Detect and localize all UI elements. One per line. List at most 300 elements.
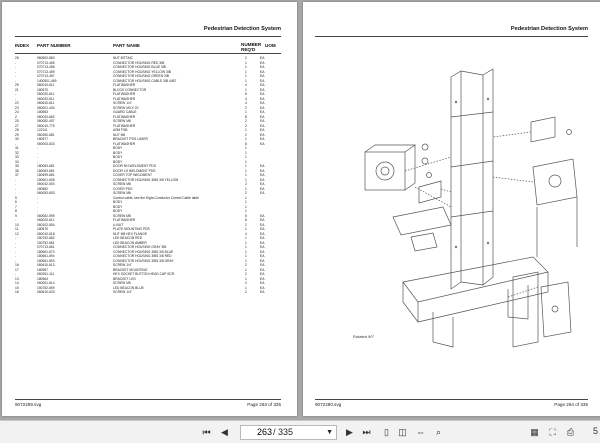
row-part-name: GUARD CABLE xyxy=(113,110,137,114)
mounting-bracket xyxy=(541,282,571,337)
row-index: 23 xyxy=(15,105,19,110)
row-part-name: U-NUT xyxy=(113,222,124,227)
row-uom: EA xyxy=(260,114,265,119)
row-part-number: 060042-504 xyxy=(37,182,55,186)
row-qty: 2 xyxy=(245,132,247,137)
base-plate xyxy=(403,257,548,302)
row-part-name: SCREW M5 xyxy=(113,281,131,285)
row-index: 5 xyxy=(15,195,17,200)
row-uom: EA xyxy=(260,123,265,128)
row-part-name: NUT M8 HEX FLANGE xyxy=(113,231,148,236)
row-part-name: BRACKET PDS LASER xyxy=(113,137,148,141)
row-part-number: 180063-681 xyxy=(37,164,55,168)
row-part-number: 060020-611 xyxy=(37,92,55,96)
row-part-name: SCREW 1/4" xyxy=(113,290,132,294)
row-part-name: CONNECTOR HOUSING 3IB5 3/8 YELLOW xyxy=(113,177,179,182)
row-qty: 2 xyxy=(245,272,247,276)
row-part-number: 180570 xyxy=(37,227,49,231)
row-part-name: NUT BITTAIC xyxy=(113,56,134,60)
row-uom: EA xyxy=(260,87,265,92)
row-index: 14 xyxy=(15,281,19,285)
row-part-number: 150752-659 xyxy=(37,285,55,290)
row-qty: 1 xyxy=(245,195,247,200)
row-qty: 1 xyxy=(245,164,247,168)
row-index: 29 xyxy=(15,132,19,137)
row-qty: 4 xyxy=(245,231,247,236)
row-index: - xyxy=(15,96,17,101)
row-index: - xyxy=(15,60,17,65)
row-qty: 1 xyxy=(245,209,247,213)
row-uom: EA xyxy=(260,254,265,258)
thumbnail-grid-icon[interactable]: ▦ xyxy=(530,427,539,437)
two-page-view-icon[interactable]: ◫ xyxy=(398,427,407,437)
row-index: - xyxy=(15,191,17,195)
row-part-number: - xyxy=(37,155,39,159)
footer-page-number: Page 264 of 335 xyxy=(554,402,588,407)
row-uom: EA xyxy=(260,60,265,65)
row-index: 10 xyxy=(15,222,19,227)
next-page-icon[interactable]: ▶ xyxy=(346,427,353,437)
row-uom: EA xyxy=(260,182,265,186)
row-uom: EA xyxy=(260,83,265,87)
row-qty: 1 xyxy=(245,177,247,182)
row-part-name: SCREW M8 xyxy=(113,191,131,195)
row-index: 34 xyxy=(15,159,19,164)
row-qty: 2 xyxy=(245,182,247,186)
row-uom: EA xyxy=(260,56,265,60)
row-index: 21 xyxy=(15,87,19,92)
row-part-name: LED BEACON AMBER xyxy=(113,240,147,245)
row-part-number: 070713-661 xyxy=(37,245,55,249)
row-qty: 1 xyxy=(245,249,247,254)
row-part-number: 060010-611 xyxy=(37,83,55,87)
row-part-name: CONNECTOR HOUSING RED 3IB xyxy=(113,60,165,65)
row-index: - xyxy=(15,236,17,240)
mast-rail-right xyxy=(483,69,493,285)
row-qty: 2 xyxy=(245,290,247,294)
row-part-name: HEX SOCKET BUTTON HEAD CAP SCR xyxy=(113,272,175,276)
row-uom: EA xyxy=(260,177,265,182)
row-part-number: 180562 xyxy=(37,186,49,191)
row-qty: 8 xyxy=(245,213,247,218)
row-part-name: SCREW 1/4" xyxy=(113,101,132,105)
row-part-number: 180563 xyxy=(37,110,49,114)
row-index: - xyxy=(15,182,17,186)
row-index: - xyxy=(15,240,17,245)
row-part-name: BRACKET LED xyxy=(113,276,136,281)
row-part-number: 060020-611 xyxy=(37,218,55,222)
row-index: - xyxy=(15,92,17,96)
page-header: Pedestrian Detection System xyxy=(203,26,281,32)
row-part-name: FLATWASHER xyxy=(113,123,136,128)
row-qty: 1 xyxy=(245,258,247,263)
guard-plate xyxy=(393,207,451,235)
row-index: 12 xyxy=(15,231,19,236)
mast-rail-left xyxy=(451,71,461,289)
row-uom: EA xyxy=(260,227,265,231)
row-part-number: 060001-434 xyxy=(37,105,55,110)
row-part-number: 960500-860 xyxy=(37,56,55,60)
row-uom: EA xyxy=(260,245,265,249)
row-uom: EA xyxy=(260,137,265,141)
row-uom: EA xyxy=(260,105,265,110)
row-qty: 2 xyxy=(245,263,247,267)
row-part-number: 180499-681 xyxy=(37,173,55,177)
row-part-number: 060610-611 xyxy=(37,101,55,105)
col-part-name: PART NAME xyxy=(113,43,140,48)
row-qty: 1 xyxy=(245,186,247,191)
fit-width-icon[interactable]: ⇔ xyxy=(416,427,425,437)
row-part-number: 1400501-469 xyxy=(37,78,57,83)
print-icon[interactable]: ⎙ xyxy=(566,427,575,437)
row-index: - xyxy=(15,141,17,146)
row-uom: EA xyxy=(260,173,265,177)
row-part-name: CONNECTOR HOUSING 3IB5 3/8 GRAY xyxy=(113,258,174,263)
row-part-number: 070713-455 xyxy=(37,60,55,65)
col-uom: UOM xyxy=(265,43,276,48)
row-qty: 1 xyxy=(245,173,247,177)
row-part-number: - xyxy=(37,200,39,204)
row-part-number: - xyxy=(37,150,39,155)
row-qty: 2 xyxy=(245,281,247,285)
row-part-number: 180564 xyxy=(37,276,49,281)
row-part-name: BODY xyxy=(113,150,123,155)
footer-rule xyxy=(315,399,588,400)
row-index: 37 xyxy=(15,173,19,177)
right-counter: 5 xyxy=(592,426,598,436)
row-uom: EA xyxy=(260,281,265,285)
row-qty: 1 xyxy=(245,74,247,78)
row-part-name: SCREW M3 X 20 xyxy=(113,105,139,110)
footer-file: 9072290.svg xyxy=(315,402,342,407)
col-qty: NUMBER REQ'D xyxy=(241,42,262,52)
page-selector[interactable] xyxy=(240,425,337,440)
row-part-name: ASM FSB xyxy=(113,128,128,132)
row-index: - xyxy=(15,254,17,258)
fullscreen-icon[interactable]: ⛶ xyxy=(549,427,556,437)
row-part-name: SCREW M8 xyxy=(113,213,131,218)
row-index: 25 xyxy=(15,119,19,123)
row-part-name: CONNECTOR HOUSING 3IB5 3/8 BLUE xyxy=(113,249,174,254)
row-index: 16 xyxy=(15,263,19,267)
row-index: 36 xyxy=(15,168,19,173)
row-index: 13 xyxy=(15,276,19,281)
row-uom: EA xyxy=(260,236,265,240)
row-index: 28 xyxy=(15,128,19,132)
row-index: 16 xyxy=(15,290,19,294)
row-qty: 8 xyxy=(245,114,247,119)
row-part-number: 122111 xyxy=(37,128,48,132)
row-uom: EA xyxy=(260,222,265,227)
sensor-housing xyxy=(365,152,405,190)
row-part-number: - xyxy=(37,159,39,164)
row-part-name: COVER TOP WELDMENT xyxy=(113,173,153,177)
row-part-name: LED BEACON RED xyxy=(113,236,143,240)
parts-table-body xyxy=(15,56,281,295)
row-index: 35 xyxy=(15,164,19,168)
row-part-number: 150752-681 xyxy=(37,240,55,245)
page-header: Pedestrian Detection System xyxy=(510,26,588,32)
single-page-view-icon[interactable]: ▯ xyxy=(384,427,389,437)
row-qty: 1 xyxy=(245,168,247,173)
row-qty: 4 xyxy=(245,96,247,101)
chevron-down-icon[interactable]: ▼ xyxy=(326,429,333,436)
row-part-name: LED BEACON BLUE xyxy=(113,285,144,290)
row-index: - xyxy=(15,249,17,254)
footer-rule xyxy=(15,399,281,400)
row-part-number: 060261-111 xyxy=(37,272,55,276)
row-uom: EA xyxy=(260,69,265,74)
row-part-name: BODY xyxy=(113,159,123,164)
row-part-number: 060610-633 xyxy=(37,290,55,294)
row-uom: EA xyxy=(260,231,265,236)
row-index: 24 xyxy=(15,110,19,114)
row-qty: 1 xyxy=(245,254,247,258)
row-index: 29 xyxy=(15,83,19,87)
row-index: 8 xyxy=(15,209,17,213)
row-index: - xyxy=(15,272,17,276)
row-part-name: BRACKET MOUNTING xyxy=(113,267,148,272)
row-part-name: BODY xyxy=(113,204,123,209)
page-number-input[interactable] xyxy=(244,426,272,439)
zoom-icon[interactable]: ⌕ xyxy=(435,427,442,437)
row-index: - xyxy=(15,218,17,222)
page-264 xyxy=(303,2,600,416)
row-uom: EA xyxy=(260,92,265,96)
row-index: - xyxy=(15,177,17,182)
row-part-number: 060020-611 xyxy=(37,96,55,101)
prev-page-icon[interactable]: ◀ xyxy=(221,427,228,437)
row-part-name: FLATWASHER xyxy=(113,96,136,101)
row-uom: EA xyxy=(260,168,265,173)
row-uom: EA xyxy=(260,258,265,263)
row-part-number: 060610-613 xyxy=(37,263,55,267)
row-part-number: 060020-662 xyxy=(37,114,55,119)
row-part-number: 180661-670 xyxy=(37,249,55,254)
rotation-note: Rotated 90° xyxy=(353,334,375,339)
row-uom: EA xyxy=(260,141,265,146)
row-index: 27 xyxy=(15,123,19,128)
row-part-name: COVER PDS xyxy=(113,186,133,191)
row-part-name: FLATWASHER xyxy=(113,114,136,119)
row-uom: EA xyxy=(260,276,265,281)
row-qty: 1 xyxy=(245,78,247,83)
row-qty: 2 xyxy=(245,119,247,123)
row-part-number: 180570 xyxy=(37,87,49,92)
row-part-number: 180601-608 xyxy=(37,177,55,182)
row-part-name: BLOCK CONNECTOR xyxy=(113,87,147,92)
row-uom: EA xyxy=(260,249,265,254)
row-part-number: 180577 xyxy=(37,137,49,141)
row-qty: 8 xyxy=(245,141,247,146)
row-qty: 1 xyxy=(245,110,247,114)
row-qty: 1 xyxy=(245,276,247,281)
table-rule xyxy=(15,53,281,54)
row-part-name: BODY xyxy=(113,209,123,213)
row-qty: 2 xyxy=(245,123,247,128)
row-uom: EA xyxy=(260,263,265,267)
first-page-icon[interactable]: ⏮ xyxy=(202,427,211,437)
row-part-name: CONNECTOR HOUSING GRAY 3IB xyxy=(113,245,167,249)
row-uom: EA xyxy=(260,110,265,114)
row-uom: EA xyxy=(260,128,265,132)
row-index: 26 xyxy=(15,56,19,60)
row-index: - xyxy=(15,186,17,191)
row-part-name: BODY xyxy=(113,155,123,159)
bracket-assembly xyxy=(533,159,577,205)
row-part-name: CONNECTOR HOUSING BLUE 3IB xyxy=(113,65,166,69)
row-part-name: Control cable, see the Eight-Conductor Control Cable table xyxy=(113,195,199,200)
row-uom: EA xyxy=(260,186,265,191)
row-part-name: CONNECTOR HOUSING CABLE 3IB 4487 xyxy=(113,78,177,83)
row-part-name: CONNECTOR HOUSING 3IB5 3/8 RED xyxy=(113,254,172,258)
row-part-name: FLATWASHER xyxy=(113,92,136,96)
row-part-number: - xyxy=(37,195,39,200)
row-part-name: BODY xyxy=(113,146,123,150)
row-uom: EA xyxy=(260,101,265,105)
row-part-number: 060062-595 xyxy=(37,213,55,218)
row-part-name: DOOR LH WELDMENT PDS xyxy=(113,168,156,173)
row-part-number: - xyxy=(37,204,39,209)
row-index: 30 xyxy=(15,137,19,141)
row-part-name: DOOR NH WELDMENT PDS xyxy=(113,164,156,168)
row-index: 32 xyxy=(15,150,19,155)
row-uom: EA xyxy=(260,290,265,294)
row-qty: 2 xyxy=(245,222,247,227)
row-index: 11 xyxy=(15,227,19,231)
row-uom: EA xyxy=(260,285,265,290)
row-part-name: SCREW M8 xyxy=(113,182,131,186)
table-row xyxy=(15,290,281,295)
row-qty: 1 xyxy=(245,146,247,150)
row-part-number: 060250-681 xyxy=(37,132,55,137)
row-qty: 8 xyxy=(245,92,247,96)
row-uom: EA xyxy=(260,164,265,168)
row-index: 9 xyxy=(15,213,17,218)
row-index: - xyxy=(15,258,17,263)
row-part-name: NUT M6 xyxy=(113,132,126,137)
row-index: 2 xyxy=(15,114,17,119)
row-uom: EA xyxy=(260,96,265,101)
row-uom: EA xyxy=(260,74,265,78)
col-part-number: PART NUMBER xyxy=(37,43,71,48)
row-uom: EA xyxy=(260,218,265,222)
footer-file: 9072289.svg xyxy=(15,402,42,407)
row-index: - xyxy=(15,245,17,249)
row-qty: 1 xyxy=(245,159,247,164)
row-part-number: 060010-775 xyxy=(37,123,55,128)
row-qty: 1 xyxy=(245,155,247,159)
row-part-number: 180661-694 xyxy=(37,254,55,258)
last-page-icon[interactable]: ⏭ xyxy=(362,427,371,437)
row-qty: 1 xyxy=(245,236,247,240)
row-qty: 2 xyxy=(245,191,247,195)
row-qty: 1 xyxy=(245,245,247,249)
header-rule xyxy=(15,36,281,37)
row-uom: EA xyxy=(260,78,265,83)
row-part-name: BODY xyxy=(113,200,123,204)
row-part-number: 060053-653 xyxy=(37,191,55,195)
row-part-number: - xyxy=(37,146,39,150)
row-part-name: PLATE MOUNTING PDS xyxy=(113,227,150,231)
row-part-number: 180063-681 xyxy=(37,168,55,173)
row-uom: EA xyxy=(260,272,265,276)
row-qty: 8 xyxy=(245,218,247,222)
row-index: - xyxy=(15,74,17,78)
exploded-parts-diagram xyxy=(333,57,583,357)
row-uom: EA xyxy=(260,213,265,218)
row-part-name: FLATWASHER xyxy=(113,83,136,87)
row-part-number: 150752-682 xyxy=(37,236,55,240)
row-index: - xyxy=(15,78,17,83)
row-qty: 2 xyxy=(245,56,247,60)
row-index: - xyxy=(15,65,17,69)
row-qty: 1 xyxy=(245,128,247,132)
row-part-number: - xyxy=(37,209,39,213)
row-uom: EA xyxy=(260,267,265,272)
row-part-name: FLATWASHER xyxy=(113,218,136,222)
row-part-number: 060082-497 xyxy=(37,119,55,123)
row-part-name: SCREW 1/4" xyxy=(113,263,132,267)
row-part-name: CONNECTOR HOUSING YELLOW 3IB xyxy=(113,69,171,74)
row-index: 7 xyxy=(15,204,17,209)
row-uom: EA xyxy=(260,119,265,123)
page-total: / 335 xyxy=(273,427,294,437)
row-uom: EA xyxy=(260,240,265,245)
row-index: - xyxy=(15,69,17,74)
col-index: INDEX xyxy=(15,43,30,48)
row-part-number: 060102-654 xyxy=(37,222,55,227)
row-index: 15 xyxy=(15,285,19,290)
row-qty: 4 xyxy=(245,101,247,105)
row-qty: 1 xyxy=(245,285,247,290)
row-qty: 1 xyxy=(245,267,247,272)
row-part-number: 180567 xyxy=(37,267,49,272)
row-part-number: 180661-693 xyxy=(37,258,55,263)
row-index: 17 xyxy=(15,267,19,272)
row-uom: EA xyxy=(260,132,265,137)
row-part-name: CONNECTOR HOUSING GREEN 3IB xyxy=(113,74,169,78)
row-uom: EA xyxy=(260,65,265,69)
row-index: 33 xyxy=(15,155,19,159)
row-part-number: 060001-614 xyxy=(37,281,55,285)
row-qty: 1 xyxy=(245,204,247,209)
header-rule xyxy=(315,36,588,37)
page-263 xyxy=(2,2,297,416)
row-part-name: FLATWASHER xyxy=(113,141,136,146)
row-qty: 1 xyxy=(245,240,247,245)
row-part-number: 070713-459 xyxy=(37,69,55,74)
row-qty: 1 xyxy=(245,69,247,74)
row-index: 31 xyxy=(15,146,19,150)
row-qty: 4 xyxy=(245,83,247,87)
footer-page-number: Page 263 of 335 xyxy=(247,402,281,407)
row-part-number: 070713-457 xyxy=(37,74,55,78)
row-part-number: 060010-618 xyxy=(37,231,55,236)
row-qty: 2 xyxy=(245,105,247,110)
row-uom: EA xyxy=(260,191,265,195)
row-qty: 1 xyxy=(245,60,247,65)
row-part-name: SCREW M6 xyxy=(113,119,131,123)
row-qty: 1 xyxy=(245,200,247,204)
row-part-number: 070713-456 xyxy=(37,65,55,69)
row-qty: 1 xyxy=(245,137,247,141)
row-part-number: 060003-633 xyxy=(37,141,55,146)
viewer-toolbar xyxy=(0,420,600,443)
row-qty: 1 xyxy=(245,87,247,92)
row-qty: 1 xyxy=(245,65,247,69)
row-qty: 1 xyxy=(245,150,247,155)
